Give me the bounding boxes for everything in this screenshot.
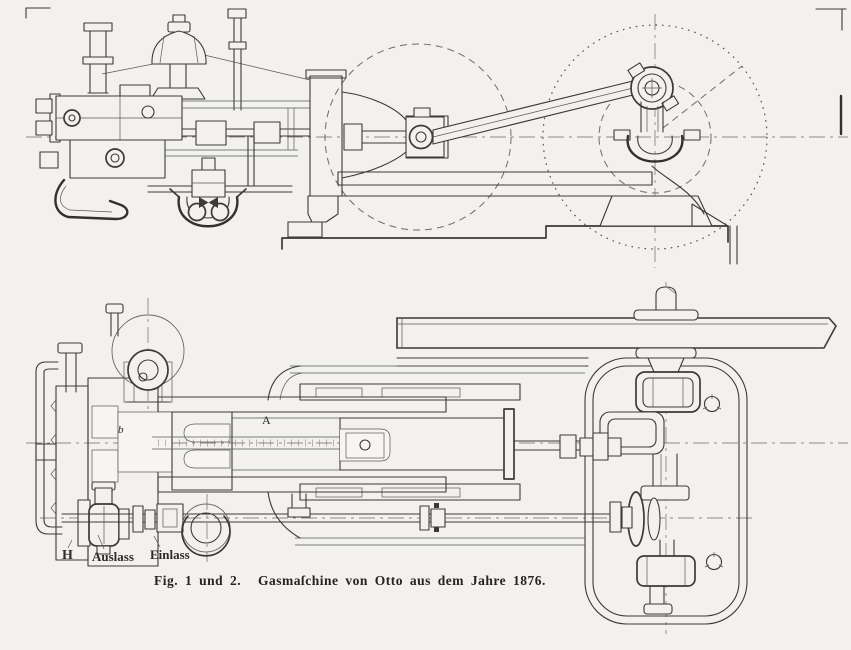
figure-caption-ref: Fig. 1 und 2. [154,573,242,588]
label-part-b: b [118,424,124,436]
label-part-a: A [262,413,271,427]
bolt-rosette [703,394,723,570]
figure-caption-title: Gasmaſchine von Otto aus dem Jahre 1876. [258,573,546,588]
fig1-side-elevation [26,9,848,268]
figure-caption [154,573,546,589]
label-auslass-outlet: Auslass [92,549,134,564]
label-einlass-inlet: Einlass [150,547,190,562]
label-valve-h: H [62,548,73,563]
